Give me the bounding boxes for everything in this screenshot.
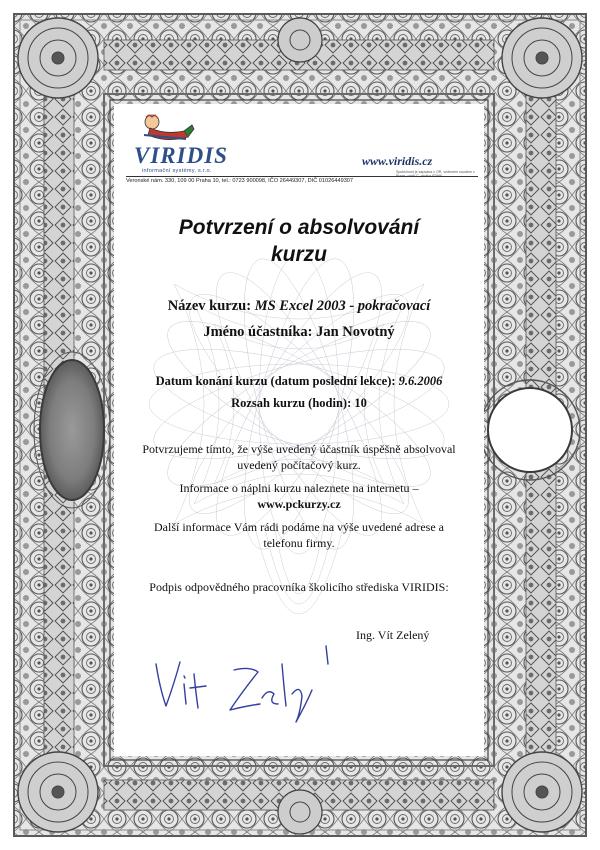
signer-name: Ing. Vít Zelený <box>356 628 430 642</box>
handwritten-signature <box>150 644 350 724</box>
company-address: Veronské nám. 330, 109 00 Praha 10, tel.: 0723 900098, IČO 26449307, DIČ 01026449307 <box>126 178 354 184</box>
course-row <box>114 298 484 315</box>
info-url[interactable]: www.pckurzy.cz <box>257 497 341 511</box>
registration-note: Společnost je zapsána v OR, vedeném soudem v Praze, oddíl C, vložka 82996 <box>396 170 475 179</box>
hours-value: 10 <box>354 396 367 410</box>
company-logo-subtitle: informační systémy, s.r.o. <box>142 168 212 174</box>
certificate-content-area <box>114 104 484 756</box>
info-paragraph <box>142 480 456 512</box>
confirmation-text: Potvrzujeme tímto, že výše uvedený účastník úspěšně absolvoval uvedený počítačový kurz. <box>142 442 456 472</box>
participant-row <box>114 324 484 341</box>
course-value: MS Excel 2003 - pokračovací <box>254 298 431 314</box>
date-label: Datum konání kurzu (datum poslední lekce): <box>155 374 396 388</box>
participant-label: Jméno účastníka: <box>203 324 313 340</box>
title-line-1: Potvrzení o absolvování <box>178 216 420 239</box>
certificate-title <box>114 214 484 268</box>
hours-row <box>114 396 484 411</box>
date-row <box>114 374 484 389</box>
info-text: Informace o náplni kurzu naleznete na internetu – <box>179 481 419 495</box>
signature-label: Podpis odpovědného pracovníka školicího střediska VIRIDIS: <box>149 580 449 594</box>
company-website[interactable]: www.viridis.cz <box>362 154 433 168</box>
title-line-2: kurzu <box>270 243 327 266</box>
company-logo-text: VIRIDIS <box>134 143 228 168</box>
course-label: Název kurzu: <box>167 298 252 314</box>
company-header <box>114 104 484 188</box>
header-divider <box>126 176 478 177</box>
contact-text: Další informace Vám rádi podáme na výše uvedené adrese a telefonu firmy. <box>154 520 444 550</box>
date-value: 9.6.2006 <box>398 374 443 388</box>
hours-label: Rozsah kurzu (hodin): <box>231 396 352 410</box>
participant-value: Jan Novotný <box>316 324 395 340</box>
